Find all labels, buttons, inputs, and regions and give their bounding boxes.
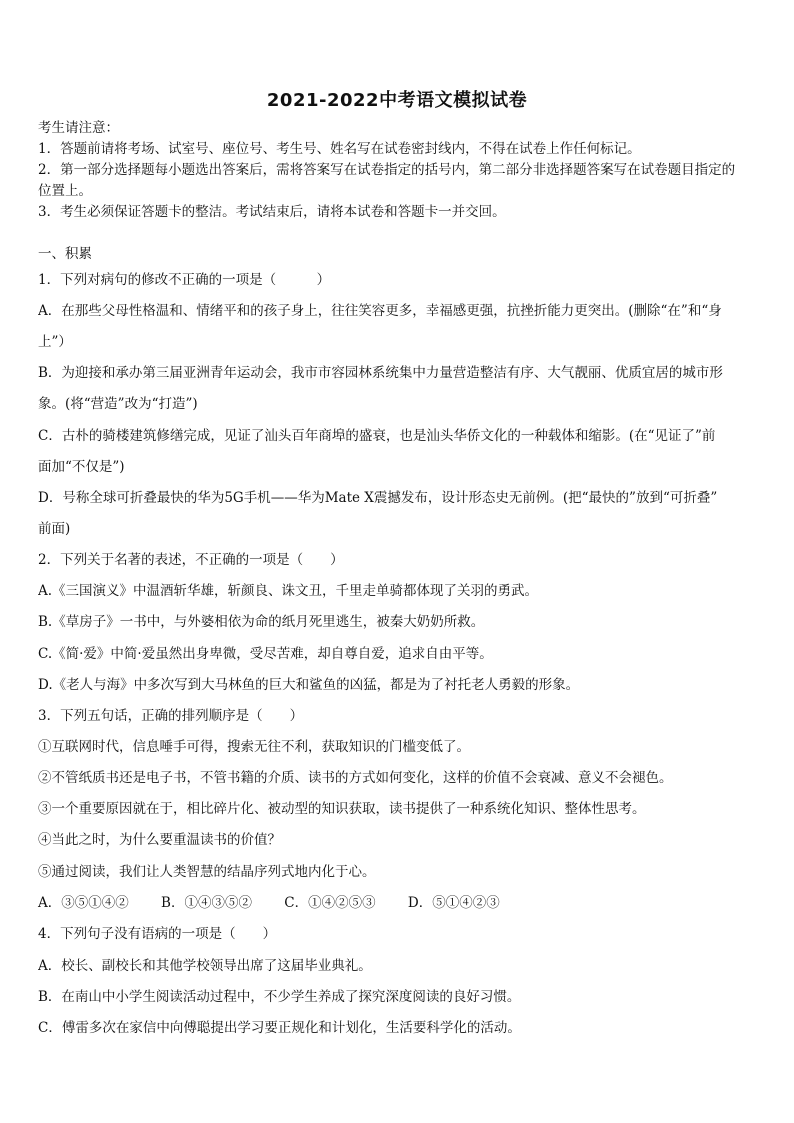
question-stem: 1．下列对病句的修改不正确的一项是（ ） [38,272,331,288]
option-line: 象。(将“营造”改为“打造”) [38,396,198,412]
option-line: A．校长、副校长和其他学校领导出席了这届毕业典礼。 [38,958,372,974]
page-title: 2021-2022中考语文模拟试卷 [266,90,528,111]
option-line: A.《三国演义》中温酒斩华雄，斩颜良、诛文丑，千里走单骑都体现了关羽的勇武。 [38,583,539,599]
question-stem: 3．下列五句话，正确的排列顺序是（ ） [38,708,304,724]
sentence-line: ①互联网时代，信息唾手可得，搜索无往不利，获取知识的门槛变低了。 [38,739,470,755]
answer-option-a: A．③⑤①④② [38,895,129,911]
notice-item: 位置上。 [38,183,92,199]
option-line: C．古朴的骑楼建筑修缮完成，见证了汕头百年商埠的盛衰，也是汕头华侨文化的一种载体和缩影。(在“见证了”前 [38,428,716,444]
option-line: B．为迎接和承办第三届亚洲青年运动会，我市市容园林系统集中力量营造整洁有序、大气靓丽、优质宜居的城市形 [38,365,723,381]
question-stem: 4．下列句子没有语病的一项是（ ） [38,926,277,942]
notice-item: 3．考生必须保证答题卡的整洁。考试结束后，请将本试卷和答题卡一并交回。 [38,204,506,220]
sentence-line: ⑤通过阅读，我们让人类智慧的结晶序列式地内化于心。 [38,864,376,880]
notice-heading: 考生请注意： [38,120,119,136]
sentence-line: ③一个重要原因就在于，相比碎片化、被动型的知识获取，读书提供了一种系统化知识、整体性思考。 [38,801,646,817]
sentence-line: ②不管纸质书还是电子书，不管书籍的介质、读书的方式如何变化，这样的价值不会衰减、意义不会褪色。 [38,770,673,786]
answer-option-b: B．①④③⑤② [161,895,252,911]
option-line: 前面) [38,521,71,537]
option-line: A．在那些父母性格温和、情绪平和的孩子身上，往往笑容更多，幸福感更强，抗挫折能力更突出。(删除“在”和“身 [38,303,722,319]
section-heading: 一、积累 [38,246,92,262]
option-line: D．号称全球可折叠最快的华为5G手机——华为Mate X震撼发布，设计形态史无前例。(把“最快的”放到“可折叠” [38,490,718,506]
sentence-line: ④当此之时，为什么要重温读书的价值？ [38,832,281,848]
answer-option-d: D．⑤①④②③ [407,895,500,911]
option-line: B.《草房子》一书中，与外婆相依为命的纸月死里逃生，被秦大奶奶所救。 [38,614,485,630]
answer-options-row [38,893,760,913]
question-stem: 2．下列关于名著的表述，不正确的一项是（ ） [38,552,344,568]
answer-option-c: C．①④②⑤③ [284,895,376,911]
option-line: C.《简·爱》中简·爱虽然出身卑微，受尽苦难，却自尊自爱，追求自由平等。 [38,646,493,662]
notice-item: 1．答题前请将考场、试室号、座位号、考生号、姓名写在试卷密封线内，不得在试卷上作任何标记。 [38,141,641,157]
option-line: B．在南山中小学生阅读活动过程中，不少学生养成了探究深度阅读的良好习惯。 [38,989,521,1005]
option-line: C．傅雷多次在家信中向傅聪提出学习要正规化和计划化，生活要科学化的活动。 [38,1020,521,1036]
option-line: D.《老人与海》中多次写到大马林鱼的巨大和鲨鱼的凶猛，都是为了衬托老人勇毅的形象。 [38,677,580,693]
notice-item: 2．第一部分选择题每小题选出答案后，需将答案写在试卷指定的括号内，第二部分非选择题答案写在试卷题目指定的 [38,162,736,178]
option-line: 面加“不仅是”) [38,459,125,475]
option-line: 上”） [38,334,72,350]
